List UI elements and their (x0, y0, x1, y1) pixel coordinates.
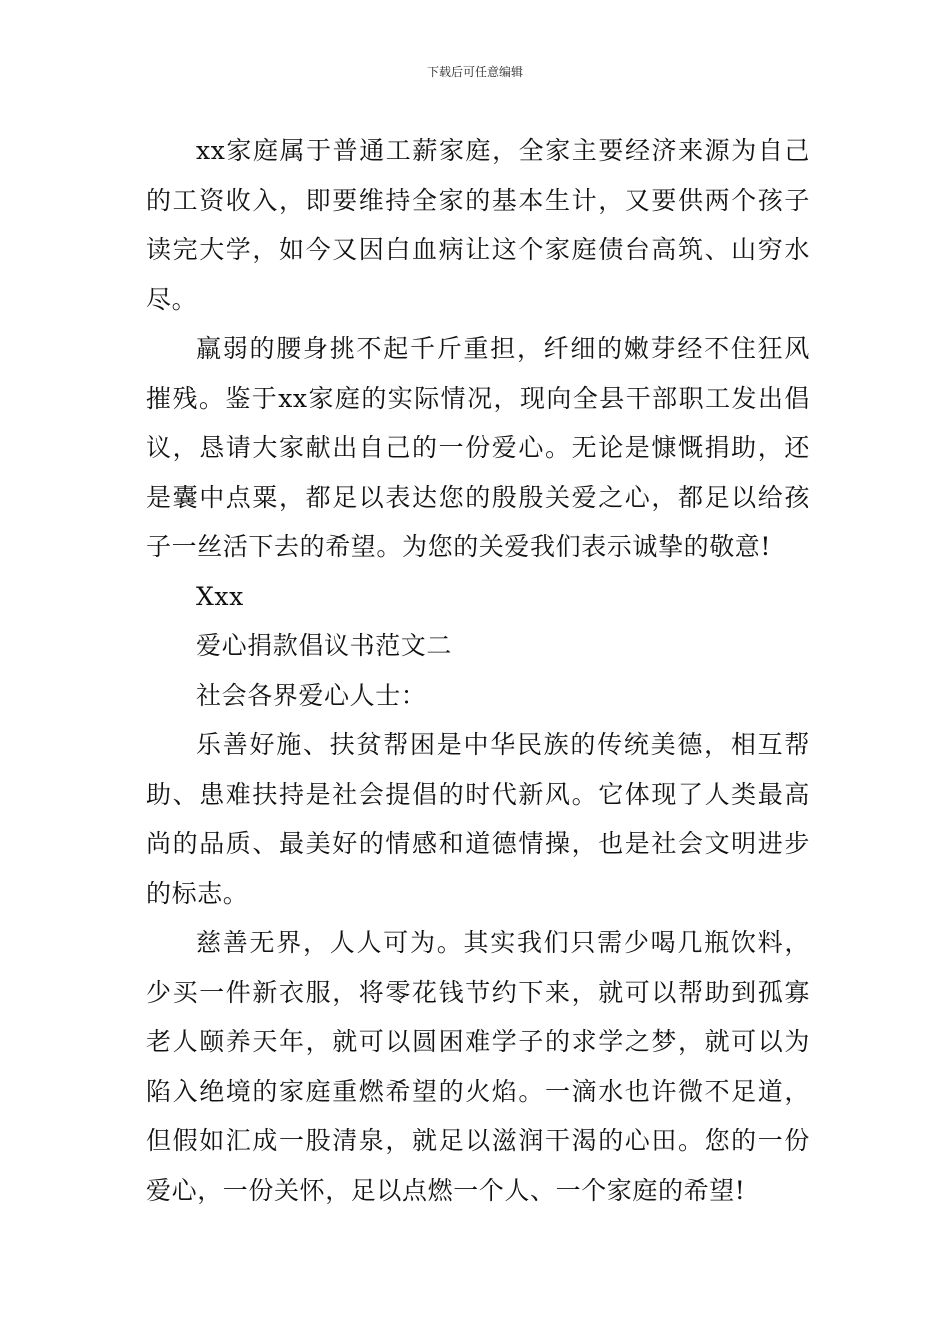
salutation: 社会各界爱心人士： (196, 680, 427, 710)
paragraph-appeal: 羸弱的腰身挑不起千斤重担，纤细的嫩芽经不住狂风摧残。鉴于xx家庭的实际情况，现向全县干部职工发出倡议，恳请大家献出自己的一份爱心。无论是慷慨捐助，还是囊中点粟，都足以表达您的殷殷关爱之心，都足以给孩子一丝活下去的希望。为您的关爱我们表示诚挚的敬意! (146, 334, 810, 561)
paragraph-family-situation: xx家庭属于普通工薪家庭，全家主要经济来源为自己的工资收入，即要维持全家的基本生计，又要供两个孩子读完大学，如今又因白血病让这个家庭债台高筑、山穷水尽。 (146, 136, 810, 314)
section-title: 爱心捐款倡议书范文二 (196, 631, 453, 660)
paragraph-charity: 慈善无界，人人可为。其实我们只需少喝几瓶饮料，少买一件新衣服，将零花钱节约下来，就可以帮助到孤寡老人颐养天年，就可以圆困难学子的求学之梦，就可以为陷入绝境的家庭重燃希望的火焰。一滴水也许微不足道，但假如汇成一股清泉，就足以滋润干渴的心田。您的一份爱心，一份关怀，足以点燃一个人、一个家庭的希望! (146, 928, 810, 1205)
page-header: 下载后可任意编辑 (426, 65, 523, 79)
document-body (146, 126, 810, 1215)
paragraph-virtue: 乐善好施、扶贫帮困是中华民族的传统美德，相互帮助、患难扶持是社会提倡的时代新风。它体现了人类最高尚的品质、最美好的情感和道德情操，也是社会文明进步的标志。 (146, 730, 810, 908)
signature: Xxx (196, 581, 244, 611)
